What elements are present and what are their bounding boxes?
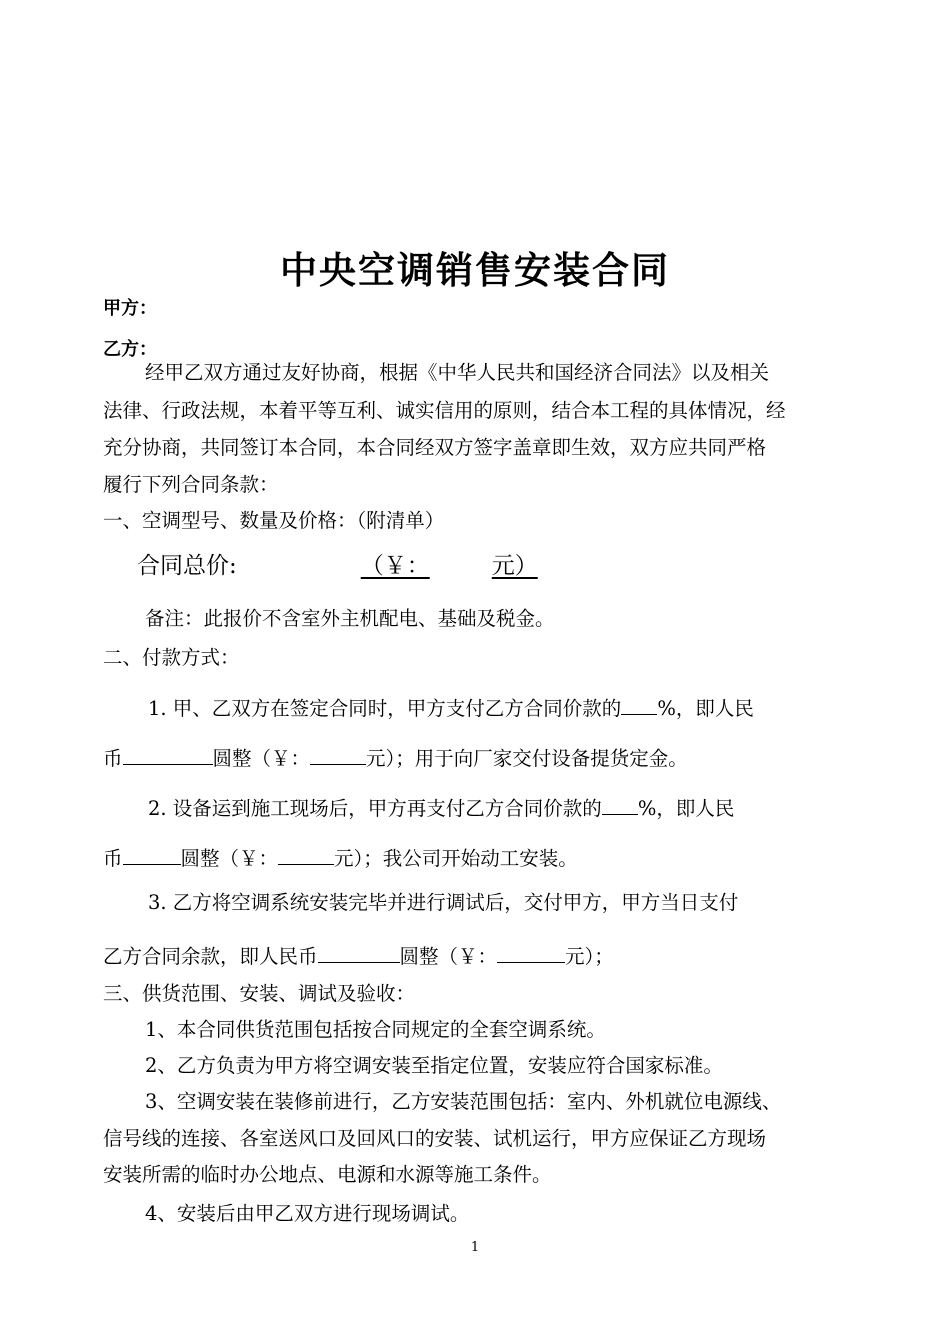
payment-2-line-1 [148,792,734,822]
payment-3-figure-blank [497,940,565,963]
intro-line-3: 充分协商，共同签订本合同，本合同经双方签字盖章即生效，双方应共同严格 [103,436,767,459]
party-b-label: 乙方： [103,339,157,360]
payment-3-rmb-label: 圆整（￥： [399,945,498,968]
section-3-heading: 三、供货范围、安装、调试及验收： [103,982,416,1005]
section-3-item-3-line-1: 3、空调安装在装修前进行，乙方安装范围包括：室内、外机就位电源线、 [145,1090,782,1113]
payment-3-unit: 元）； [565,945,614,968]
payment-3-text: 乙方合同余款，即人民币 [103,945,318,968]
payment-2-rmb-label: 圆整（￥： [180,847,279,870]
payment-1-percent-text: %，即人民 [657,697,754,720]
intro-line-4: 履行下列合同条款： [103,473,279,496]
total-unit: 元） [491,553,538,579]
section-3-item-3-line-2: 信号线的连接、各室送风口及回风口的安装、试机运行，甲方应保证乙方现场 [103,1127,767,1150]
payment-1-amount-blank [123,742,213,765]
intro-line-2: 法律、行政法规，本着平等互利、诚实信用的原则，结合本工程的具体情况，经 [103,399,786,422]
intro-line-1: 经甲乙双方通过友好协商，根据《中华人民共和国经济合同法》以及相关 [145,361,770,384]
payment-1-text: 1. 甲、乙双方在签定合同时，甲方支付乙方合同价款的 [148,697,622,720]
payment-1-rmb-label: 圆整（￥： [212,747,311,770]
payment-2-percent-blank [602,792,638,815]
section-2-heading: 二、付款方式： [103,646,240,669]
total-rmb-label: （￥： [360,553,430,579]
total-label: 合同总价: [137,553,237,579]
payment-2-line-2 [103,842,578,872]
contract-title: 中央空调销售安装合同 [280,249,670,292]
payment-1-purpose: 元）；用于向厂家交付设备提货定金。 [366,747,688,770]
payment-2-currency: 币 [103,847,123,870]
total-amount-blank [237,553,544,579]
payment-1-currency: 币 [103,747,123,770]
payment-1-line-1 [148,692,754,722]
payment-1-percent-blank [621,692,657,715]
payment-2-text: 2. 设备运到施工现场后，甲方再支付乙方合同价款的 [148,797,602,820]
section-1-note: 备注：此报价不含室外主机配电、基础及税金。 [145,607,555,630]
payment-3-amount-blank [318,940,400,963]
payment-2-figure-blank [278,842,334,865]
payment-1-line-2 [103,742,688,772]
section-3-item-4: 4、安装后由甲乙双方进行现场调试。 [145,1202,470,1225]
payment-1-figure-blank [310,742,366,765]
payment-2-amount-blank [123,842,181,865]
section-3-item-1: 1、本合同供货范围包括按合同规定的全套空调系统。 [145,1018,606,1041]
payment-3-line-2 [103,940,614,970]
payment-2-purpose: 元）；我公司开始动工安装。 [334,847,578,870]
contract-total-line [137,553,544,579]
party-a-label: 甲方： [103,298,157,319]
section-3-item-3-line-3: 安装所需的临时办公地点、电源和水源等施工条件。 [103,1163,552,1186]
payment-2-percent-text: %，即人民 [637,797,735,820]
page-number: 1 [470,1240,480,1255]
payment-3-line-1: 3. 乙方将空调系统安装完毕并进行调试后，交付甲方，甲方当日支付 [148,891,739,914]
section-3-item-2: 2、乙方负责为甲方将空调安装至指定位置，安装应符合国家标准。 [145,1054,723,1077]
section-1-heading: 一、空调型号、数量及价格：（附清单） [103,509,445,532]
